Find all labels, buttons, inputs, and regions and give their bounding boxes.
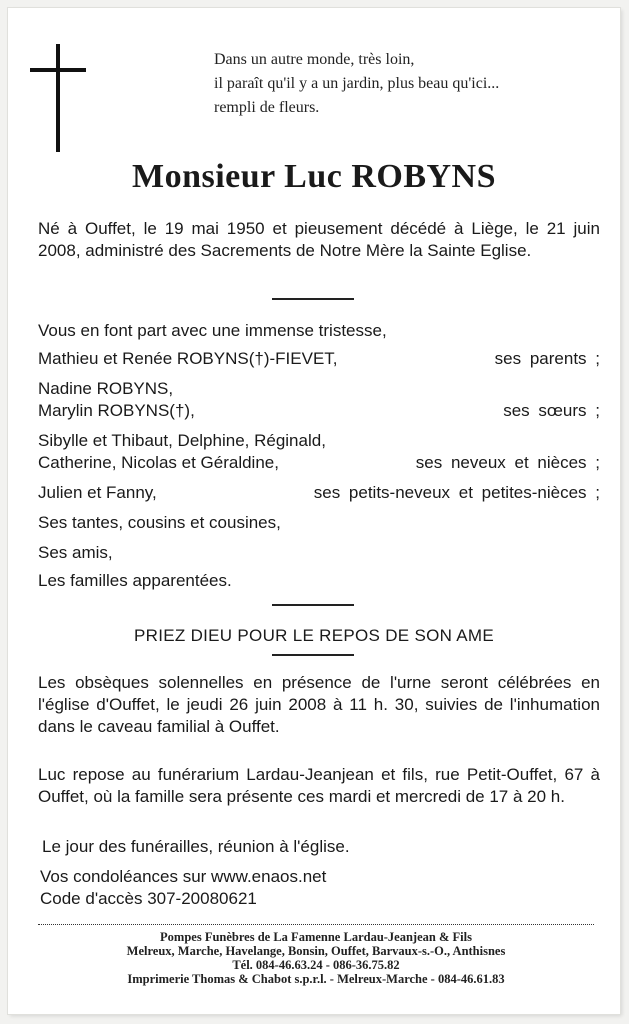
family-row-parents <box>38 348 600 370</box>
grandnephews-names: Julien et Fanny, <box>38 483 157 502</box>
footer <box>28 930 604 986</box>
aunts-cousins: Ses tantes, cousins et cousines, <box>38 513 281 532</box>
relatives: Les familles apparentées. <box>38 571 232 590</box>
poem-line: il paraît qu'il y a un jardin, plus beau qu'ici... <box>214 75 500 92</box>
deceased-name: Monsieur Luc ROBYNS <box>131 158 497 195</box>
footer-line: Melreux, Marche, Havelange, Bonsin, Ouffet, Barvaux-s.-O., Anthisnes <box>126 944 506 958</box>
funeral-text: Les obsèques solennelles en présence de l'urne seront célébrées en l'église d'Ouffet, le jeudi 26 juin 2008 à 11 h. 30, suivies de l'inhumation dans le caveau familial à Ouffet. <box>38 673 600 736</box>
visitation-text: Luc repose au funérarium Lardau-Jeanjean et fils, rue Petit-Ouffet, 67 à Ouffet, où la famille sera présente ces mardi et mercredi de 17 à 20 h. <box>38 765 600 806</box>
divider <box>272 604 354 606</box>
reunion-text: Le jour des funérailles, réunion à l'église. <box>42 837 350 856</box>
footer-line: Tél. 084-46.63.24 - 086-36.75.82 <box>232 958 400 972</box>
nephews-line-2: Catherine, Nicolas et Géraldine, <box>38 453 279 472</box>
sister-2: Marylin ROBYNS(†), <box>38 401 195 420</box>
footer-line: Pompes Funèbres de La Famenne Lardau-Jeanjean & Fils <box>160 930 472 944</box>
parents-role: ses parents ; <box>494 349 600 368</box>
friends: Ses amis, <box>38 543 113 562</box>
family-row-grandnephews <box>38 482 600 504</box>
condolences-text: Vos condoléances sur www.enaos.net <box>40 867 327 886</box>
access-code: Code d'accès 307-20080621 <box>40 889 257 908</box>
mourning-card <box>8 8 620 1014</box>
cross-icon <box>30 44 86 154</box>
divider <box>272 298 354 300</box>
family-row-nephews <box>38 452 600 474</box>
sister-1: Nadine ROBYNS, <box>38 379 174 398</box>
nephews-role: ses neveux et nièces ; <box>415 453 600 472</box>
birth-death-text: Né à Ouffet, le 19 mai 1950 et pieusement décédé à Liège, le 21 juin 2008, administré des Sacrements de Notre Mère la Sainte Eglise. <box>38 219 600 260</box>
nephews-line-1: Sibylle et Thibaut, Delphine, Réginald, <box>38 431 326 450</box>
grandnephews-role: ses petits-neveux et petites-nièces ; <box>313 483 600 502</box>
parents-names: Mathieu et Renée ROBYNS(†)-FIEVET, <box>38 349 338 368</box>
poem-line: rempli de fleurs. <box>214 99 320 116</box>
sisters-role: ses sœurs ; <box>503 401 600 420</box>
poem-line: Dans un autre monde, très loin, <box>214 51 415 68</box>
prayer-heading: PRIEZ DIEU POUR LE REPOS DE SON AME <box>133 626 495 645</box>
announce-intro: Vous en font part avec une immense tristesse, <box>38 321 387 340</box>
divider <box>272 654 354 656</box>
family-row-sisters <box>38 400 600 422</box>
footer-line: Imprimerie Thomas & Chabot s.p.r.l. - Melreux-Marche - 084-46.61.83 <box>127 972 505 986</box>
poem <box>214 48 614 120</box>
footer-divider <box>38 924 594 925</box>
